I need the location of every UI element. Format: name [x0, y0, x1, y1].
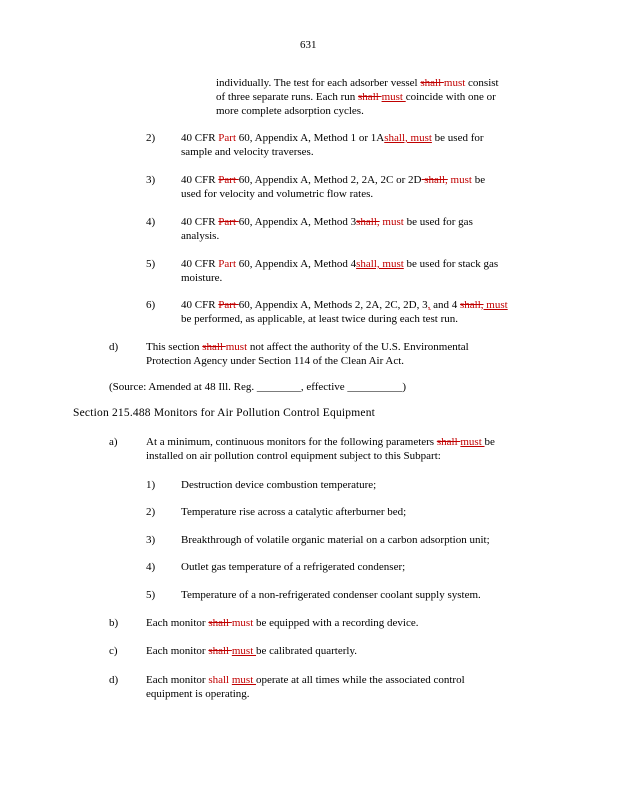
inserted-text: must — [483, 299, 508, 311]
list-number: 5) — [146, 589, 156, 601]
list-number: 3) — [146, 534, 156, 546]
deleted-text: Part — [218, 174, 239, 186]
list-item: Temperature of a non-refrigerated condenser coolant supply system. — [181, 589, 481, 601]
list-number: 2) — [146, 506, 156, 518]
method-item-2: 40 CFR Part 60, Appendix A, Method 1 or 1Ashall, must be used for sample and velocity traverses. — [181, 132, 484, 158]
inserted-text: must — [443, 77, 466, 89]
inserted-text: must — [225, 341, 248, 353]
inserted-text: must — [231, 674, 257, 686]
continuation-paragraph — [216, 76, 499, 118]
section-paragraph-d: Each monitor shall must operate at all times while the associated control equipment is operating. — [146, 674, 465, 700]
paragraph-d: This section shall must not affect the authority of the U.S. Environmental Protection Agency under Section 114 of the Clean Air Act. — [146, 341, 469, 367]
list-item: Temperature rise across a catalytic afterburner bed; — [181, 506, 407, 518]
list-label: a) — [109, 436, 118, 448]
inserted-text: shall, must — [356, 258, 404, 270]
method-item-3: 40 CFR Part 60, Appendix A, Method 2, 2A, 2C or 2D shall, must be used for velocity and volumetric flow rates. — [181, 174, 486, 200]
method-item-5: 40 CFR Part 60, Appendix A, Method 4shall, must be used for stack gas moisture. — [181, 258, 499, 284]
list-number: 4) — [146, 561, 156, 573]
text-line: of three separate runs. Each run shall must coincide with one or — [216, 91, 496, 103]
inserted-text: must — [447, 174, 472, 186]
inserted-text: Part — [218, 258, 237, 270]
text-line: individually. The test for each adsorber vessel shall must consist — [216, 77, 499, 89]
list-number: 6) — [146, 299, 156, 311]
deleted-text: Part — [218, 299, 239, 311]
inserted-text: , — [427, 299, 431, 311]
deleted-text: Part — [218, 216, 239, 228]
list-item: Destruction device combustion temperature; — [181, 479, 377, 491]
list-item: Breakthrough of volatile organic material on a carbon adsorption unit; — [181, 534, 490, 546]
section-heading: Section 215.488 Monitors for Air Pollution Control Equipment — [73, 407, 376, 419]
section-paragraph-c: Each monitor shall must be calibrated quarterly. — [146, 645, 357, 657]
deleted-text: shall — [208, 617, 232, 629]
list-label: d) — [109, 341, 119, 353]
list-number: 3) — [146, 174, 156, 186]
inserted-text: must — [379, 216, 404, 228]
inserted-text: shall — [208, 674, 232, 686]
deleted-text: shall — [436, 436, 461, 448]
inserted-text: must — [231, 617, 254, 629]
method-item-4: 40 CFR Part 60, Appendix A, Method 3shall, must be used for gas analysis. — [181, 216, 473, 242]
deleted-text: shall — [358, 91, 382, 103]
list-item: Outlet gas temperature of a refrigerated condenser; — [181, 561, 406, 573]
list-label: b) — [109, 617, 119, 629]
text-line: more complete adsorption cycles. — [216, 105, 364, 117]
deleted-text: shall — [208, 645, 232, 657]
inserted-text: shall, must — [384, 132, 432, 144]
section-paragraph-b: Each monitor shall must be equipped with a recording device. — [146, 617, 419, 629]
inserted-text: must — [231, 645, 257, 657]
page-number: 631 — [300, 39, 317, 51]
deleted-text: shall, — [356, 216, 380, 228]
list-number: 5) — [146, 258, 156, 270]
list-label: c) — [109, 645, 118, 657]
list-number: 4) — [146, 216, 156, 228]
list-number: 1) — [146, 479, 156, 491]
list-number: 2) — [146, 132, 156, 144]
inserted-text: must — [381, 91, 406, 103]
deleted-text: shall, — [421, 174, 448, 186]
inserted-text: must — [460, 436, 485, 448]
method-item-6: 40 CFR Part 60, Appendix A, Methods 2, 2A, 2C, 2D, 3, and 4 shall, must be performed, as applicable, at least twice during each test run. — [181, 299, 508, 325]
deleted-text: shall, — [460, 299, 484, 311]
deleted-text: shall — [420, 77, 444, 89]
source-note: (Source: Amended at 48 Ill. Reg. ________, effective __________) — [109, 381, 407, 393]
inserted-text: Part — [218, 132, 237, 144]
deleted-text: shall — [202, 341, 226, 353]
section-paragraph-a: At a minimum, continuous monitors for the following parameters shall must be installed on air pollution control equipment subject to this Subpart: — [146, 436, 495, 462]
list-label: d) — [109, 674, 119, 686]
